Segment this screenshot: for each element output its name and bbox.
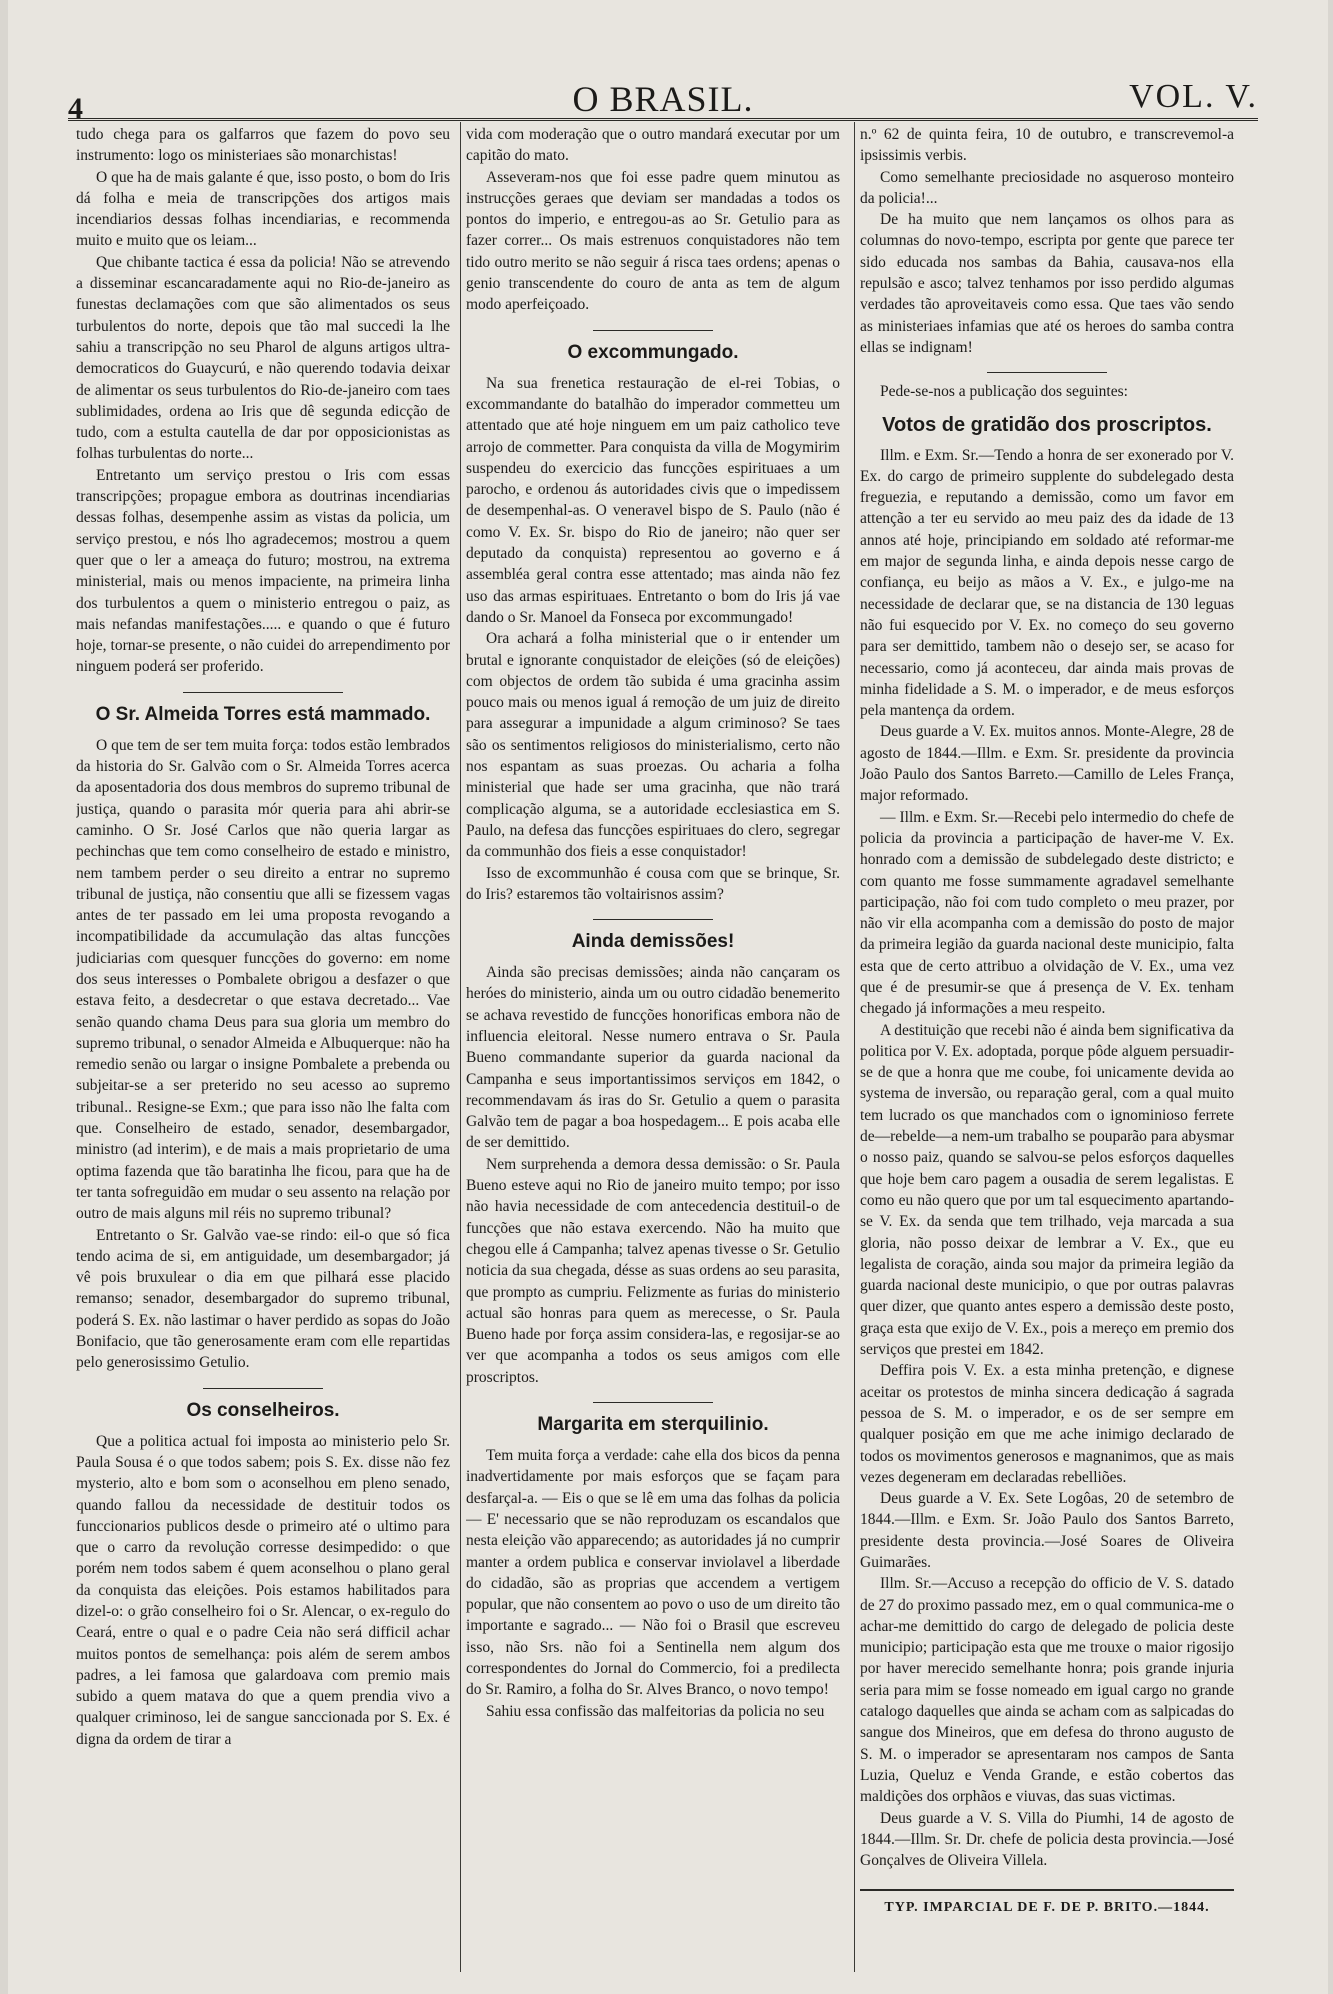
section-rule xyxy=(203,1388,323,1389)
paragraph: Que chibante tactica é essa da policia! Não se atrevendo a disseminar escancaradamente aqui no Rio-de-janeiro as funestas declamações com que são alimentados os seus turbulentos do norte, depois que tão mal succedi la lhe sahiu a transcripção no seu Pharol de alguns artigos ultra-democraticos do Guaycurú, e não querendo todavia deixar de alimentar os seus turbulentos do Rio-de-janeiro com taes sublimidades, ordena ao Iris que dê segunda edicção de tudo, com a estulta cautella de dar por opposicionistas as folhas turbulentas do norte... xyxy=(76,253,450,463)
paragraph: Deus guarde a V. Ex. Sete Logôas, 20 de setembro de 1844.—Illm. e Exm. Sr. João Paulo dos Santos Barreto, presidente desta provincia.—José Soares de Oliveira Guimarães. xyxy=(860,1490,1234,1571)
page-number: 4 xyxy=(68,92,83,125)
paragraph: — Illm. e Exm. Sr.—Recebi pelo intermedio do chefe de policia da provincia a participação de haver-me V. Ex. honrado com a demissão de subdelegado deste districto; e com quanto me fosse summamente agradavel semelhante participação, não foi com tudo completo o meu prazer, por não vir ella acompanha com a demissão do posto de major da primeira legião da guarda nacional deste municipio, falta esta que de certo attribuo a olvidação de V. Ex., uma vez que é de presumir-se que á presença de V. Ex. tenham chegado já informações a meu respeito. xyxy=(860,808,1234,1018)
article-heading: O Sr. Almeida Torres está mammado. xyxy=(95,703,431,725)
paragraph: n.º 62 de quinta feira, 10 de outubro, e transcrevemol-a ipsissimis verbis. xyxy=(860,126,1234,165)
paragraph: O que tem de ser tem muita força: todos estão lembrados da historia do Sr. Galvão com o Sr. Almeida Torres acerca da aposentadoria dos dous membros do supremo tribunal de justiça, quando o parasita mór queria para ahi abrir-se caminho. O Sr. José Carlos que não queria largar as pechinchas que tem como conselheiro de estado e ministro, nem tambem perder o seu direito a entrar no supremo tribunal de justiça, não consentiu que alli se fizessem vagas antes de ter passado em lei uma proposta revogando a incompatibilidade da accumulação das altas funcções judiciarias com quesquer funcções do governo: em nome dos seus interesses o Pombalete obrigou a desfazer o que estava feito, a desdecretar o que estava decretado... Vae senão quando chama Deus para sua gloria um membro do supremo tribunal, o senador Almeida e Albuquerque: não ha remedio senão ou largar o insigne Pombalete a prebenda ou subjeitar-se a ser preterido no seu acesso ao supremo tribunal.. Resigne-se Exm.; que para isso não lhe falta com que. Conselheiro de estado, senador, desembargador, ministro (ad interim), e de mais a mais proprietario de uma optima fazenda que tão baratinha lhe ficou, para que ha de ter tanta sofreguidão em mudar o seu assento na relação por outro de mais alguns mil réis no supremo tribunal? xyxy=(76,736,450,1223)
paragraph: Deffira pois V. Ex. a esta minha pretenção, e dignese aceitar os protestos de minha sincera dedicação á sagrada pessoa de S. M. o imperador, e os de ser sempre em qualquer posição em que me ache inimigo declarado de todos os movimentos generosos e magnanimos, que as mais vezes degeneram em declaradas rebelliões. xyxy=(860,1362,1234,1486)
article-heading: Os conselheiros. xyxy=(186,1399,340,1421)
column-2 xyxy=(466,124,840,1954)
header-rule xyxy=(68,118,1258,121)
newspaper-title: O BRASIL. xyxy=(572,79,754,119)
paragraph: Na sua frenetica restauração de el-rei Tobias, o excommandante do batalhão do imperador commetteu um attentado que até hoje ninguem em um paiz catholico teve arrojo de commetter. Para conquista da villa de Mogymirim suspendeu do exercicio das funcções espirituaes a um parocho, e ordenou ás autoridades civis que o impedissem de desempenhal-as. O veneravel bispo de S. Paulo (não é como V. Ex. Sr. bispo do Rio de janeiro; não quer ser deputado da conquista) representou ao governo e á assembléa geral contra esse attentado; mas ainda não fez uso das armas espirituaes. Entretanto o bom do Iris já vae dando o Sr. Manoel da Fonseca por excommungado! xyxy=(466,374,840,626)
paragraph: tudo chega para os galfarros que fazem do povo seu instrumento: logo os ministeriaes são monarchistas! xyxy=(76,126,450,165)
paragraph: Ora achará a folha ministerial que o ir entender um brutal e ignorante conquistador de eleições (só de eleições) com objectos de ordem tão subida é uma gracinha assim pouco mais ou menos igual á remoção de um juiz de direito para assegurar a impunidade a algum criminoso? Se taes são os sentimentos religiosos do ministerialismo, certo não nos espantam as suas proezas. Ou acharia a folha ministerial que hade ser uma gracinha, que não trará complicação alguma, se a autoridade ecclesiastica em S. Paulo, na defesa das funcções espirituaes do clero, segregar da communhão dos fieis a esse conquistador! xyxy=(466,630,840,861)
volume-label: VOL. V. xyxy=(1129,78,1258,115)
section-rule xyxy=(593,919,713,920)
paragraph: A destituição que recebi não é ainda bem significativa da politica por V. Ex. adoptada, porque pôde alguem persuadir-se de que a honra que me coube, foi unicamente devida ao systema de inversão, ou reparação geral, com a qual muito tem lucrado os que manchados com o ignominioso ferrete de—rebelde—a nem-um trabalho se pouparão para abysmar o nosso paiz, quando se salvou-se pelos esforços daquelles que hoje bem caro pagem a ousadia de serem legalistas. E como eu não quero que por um tal esquecimento apartando-se V. Ex. da senda que tem trilhado, veja marcada a sua gloria, não posso deixar de lembrar a V. Ex., que eu legalista de coração, ainda sou major da primeira legião da guarda nacional deste municipio, o que por outras palavras quer dizer, que quanto antes espero a demissão deste posto, graça esta que exijo de V. Ex., pois a mereço em premio dos serviços que prestei em 1842. xyxy=(860,1021,1234,1359)
paragraph: Deus guarde a V. Ex. muitos annos. Monte-Alegre, 28 de agosto de 1844.—Illm. e Exm. Sr. presidente da provincia João Paulo dos Santos Barreto.—Camillo de Leles França, major reformado. xyxy=(860,723,1234,805)
column-divider xyxy=(460,122,461,1972)
paragraph: vida com moderação que o outro mandará executar por um capitão do mato. xyxy=(466,126,840,165)
column-1 xyxy=(76,124,450,1954)
paragraph: Como semelhante preciosidade no asqueroso monteiro da policia!... xyxy=(860,168,1234,207)
section-rule xyxy=(593,1402,713,1403)
paragraph: O que ha de mais galante é que, isso posto, o bom do Iris dá folha e meia de transcripções dos artigos mais incendiarios dessas folhas incendiarias, e recommenda muito e muito que os leiam... xyxy=(76,168,450,250)
section-rule xyxy=(183,692,343,693)
page-header xyxy=(68,60,1258,125)
article-heading: Margarita em sterquilinio. xyxy=(537,1414,769,1436)
section-rule xyxy=(593,330,713,331)
paragraph: Entretanto um serviço prestou o Iris com essas transcripções; propague embora as doutrinas incendiarias dessas folhas, desempenhe assim as vistas da policia, um serviço prestou, e nós lho agradecemos; mostrou a quem quer que o ler a ameaça do futuro; mostrou, na extrema ministerial, mais ou menos impaciente, na primeira linha dos turbulentos a quem o ministerio entregou o paiz, as mais nefandas manifestações..... e quando o que é futuro hoje, tornar-se presente, o não cuidei do arrependimento por ninguem poderá ser proferido. xyxy=(76,466,450,676)
newspaper-page xyxy=(8,0,1328,1994)
paragraph: Pede-se-nos a publicação dos seguintes: xyxy=(880,383,1128,401)
paragraph: Isso de excommunhão é cousa com que se brinque, Sr. do Iris? estaremos tão voltairisnos assim? xyxy=(466,864,840,903)
paragraph: Deus guarde a V. S. Villa do Piumhi, 14 de agosto de 1844.—Illm. Sr. Dr. chefe de policia desta provincia.—José Gonçalves de Oliveira Villela. xyxy=(860,1809,1234,1870)
paragraph: Asseveram-nos que foi esse padre quem minutou as instrucções geraes que deviam ser mandadas a todos os pontos do imperio, e entregou-as ao Sr. Getulio para as fazer correr... Os mais estrenuos conquistadores não tem tido outro merito se não seguir á risca taes ordens; apenas o genio transcendente do couro de anta as tem de algum modo aperfeiçoado. xyxy=(466,168,840,314)
paragraph: Illm. Sr.—Accuso a recepção do officio de V. S. datado de 27 do proximo passado mez, em o qual communica-me o achar-me demittido do cargo de delegado de policia deste municipio; participação esta que me trouxe o maior rigosijo por haver merecido semelhante honra; pois grande injuria seria para mim se fosse nomeado em igual cargo no grande catalogo daquelles que ainda se acham com as salpicadas do sangue dos Mineiros, que em defesa do throno augusto de S. M. o imperador se apresentaram nos campos de Santa Luzia, Queluz e Venda Grande, e estão cobertos das maldições dos orphãos e viuvas, das suas victimas. xyxy=(860,1575,1234,1806)
paragraph: Sahiu essa confissão das malfeitorias da policia no seu xyxy=(486,1702,825,1720)
article-heading: O excommungado. xyxy=(567,341,739,363)
paragraph: De ha muito que nem lançamos os olhos para as columnas do novo-tempo, escripta por gente que parece ter sido educada nos sambas da Bahia, causava-nos ella repulsão e asco; talvez tenhamos por isso perdido algumas verdades tão aproveitaveis como essa. Que taes vão sendo as ministeriaes infamias que até os heroes do samba contra ellas se indignam! xyxy=(860,211,1234,356)
printer-imprint: TYP. IMPARCIAL DE F. DE P. BRITO.—1844. xyxy=(860,1889,1234,1918)
article-heading: Ainda demissões! xyxy=(571,931,735,953)
paragraph: Tem muita força a verdade: cahe ella dos bicos da penna inadvertidamente por mais esforços que se façam para desfarçal-a. — Eis o que se lê em uma das folhas da policia — E' necessario que se não reproduzam os escandalos que nesta eleição vão apparecendo; as autoridades já no cumprir manter a ordem publica e conservar inviolavel a liberdade do cidadão, são as proprias que accendem a vertigem popular, que não consentem ao povo o uso de um direito tão importante e sagrado... — Não foi o Brasil que escreveu isso, não Srs. não foi a Sentinella nem algum dos correspondentes do Jornal do Commercio, foi a predilecta do Sr. Ramiro, a folha do Sr. Alves Branco, o novo tempo! xyxy=(466,1447,840,1699)
article-heading: Votos de gratidão dos proscriptos. xyxy=(882,413,1212,436)
paragraph: Nem surprehenda a demora dessa demissão: o Sr. Paula Bueno esteve aqui no Rio de janeiro muito tempo; por isso não havia necessidade de com antecedencia destituil-o de funcções que não estava exercendo. Não ha muito que chegou elle á Campanha; talvez apenas tivesse o Sr. Getulio noticia da sua chegada, désse as suas ordens ao seu parasita, que prompto as cumpriu. Felizmente as furias do ministerio actual são honras para quem as merecesse, o Sr. Paula Bueno hade por força assim considera-las, e regosijar-se ao ver que acompanha a todos os seus amigos com elle proscriptos. xyxy=(466,1155,840,1386)
paragraph: Que a politica actual foi imposta ao ministerio pelo Sr. Paula Sousa é o que todos sabem; pois S. Ex. disse não fez mysterio, alto e bom som o aconselhou em pleno senado, quando fallou da necessidade de destituir todos os funccionarios publicos desde o primeiro até o ultimo para que o carro da revolução corresse desimpedido: o que porém nem todos sabem é quem aconselhou o plano geral da conquista das eleições. Pois estamos habilitados para dizel-o: o grão conselheiro foi o Sr. Alencar, o ex-regulo do Ceará, entre o qual e o padre Ceia não será difficil achar muitos pontos de semelhança: pois além de serem ambos padres, a lei famosa que galardoava com premio mais subido a quem matava do que a quem prendia vivo a qualquer criminoso, lei de sangue sanccionada por S. Ex. é digna da ordem de tirar a xyxy=(76,1432,450,1748)
paragraph: Entretanto o Sr. Galvão vae-se rindo: eil-o que só fica tendo acima de si, em antiguidade, um desembargador; já vê pois bruxulear o dia em que pilhará esse placido remanso; senador, desembargador do supremo tribunal, poderá S. Ex. não lastimar o haver perdido as sopas do João Bonifacio, que tão generosamente eram com elle repartidas pelo generosissimo Getulio. xyxy=(76,1226,450,1372)
paragraph: Illm. e Exm. Sr.—Tendo a honra de ser exonerado por V. Ex. do cargo de primeiro supplente do subdelegado desta freguezia, e reputando a demissão, como um favor em attenção a ter eu servido ao meu paiz des da idade de 13 annos até hoje, principiando em soldado até reformar-me em major de segunda linha, e ainda depois nesse cargo de confiança, eu beijo as mãos a V. Ex., e julgo-me na necessidade de declarar que, se na distancia de 130 leguas não fui esquecido por V. Ex. no começo do seu governo para ser demittido, tambem não o desejo ser, se acaso for necessario, como já aconteceu, dar ainda mais provas de minha fidelidade a S. M. o imperador, e de meus esforços pela mantença da ordem. xyxy=(860,446,1234,720)
column-3 xyxy=(860,124,1234,1954)
paragraph: Ainda são precisas demissões; ainda não cançaram os heróes do ministerio, ainda um ou outro cidadão benemerito se achava revestido de funcções honorificas embora não de influencia eleitoral. Nesse numero entrava o Sr. Paula Bueno commandante superior da guarda nacional da Campanha e seus importantissimos serviços em 1842, o recommendavam ás iras do Sr. Getulio a quem o parasita Galvão tem de pagar a boa hospedagem... E pois acaba elle de ser demittido. xyxy=(466,964,840,1152)
section-rule xyxy=(987,372,1107,373)
column-divider xyxy=(854,122,855,1972)
